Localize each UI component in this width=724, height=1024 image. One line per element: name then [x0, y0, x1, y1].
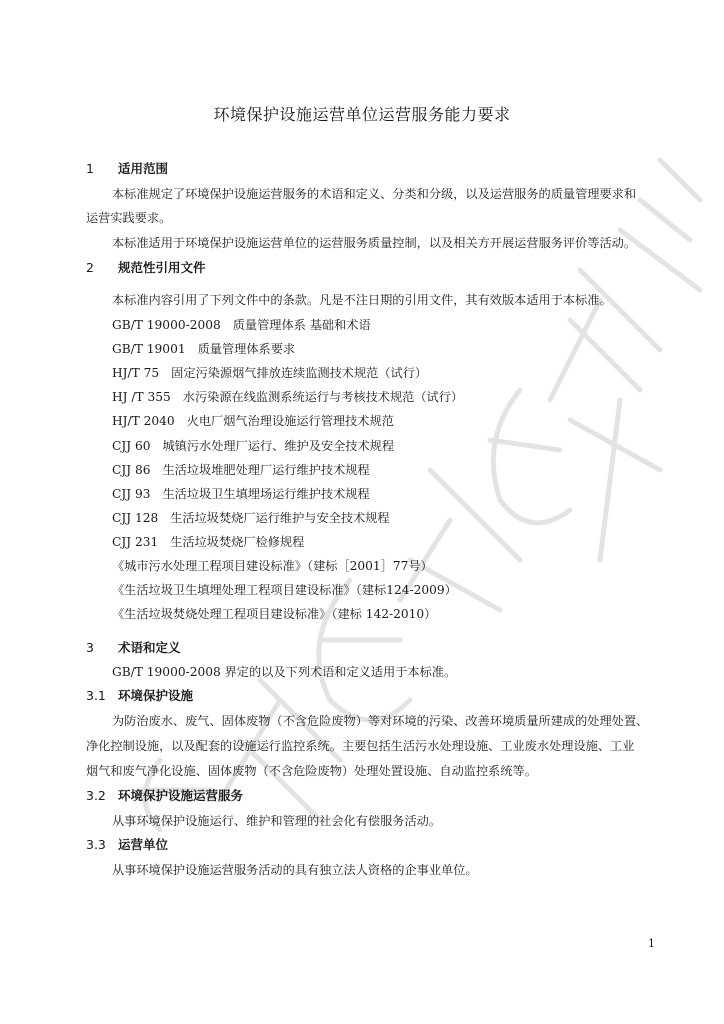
reference-code: GB/T 19000-2008 [112, 318, 221, 332]
section-3-intro: GB/T 19000-2008 界定的以及下列术语和定义适用于本标准。 [112, 665, 457, 679]
subsection-number: 3.3 [86, 837, 106, 852]
section-title: 术语和定义 [118, 640, 181, 655]
subsection-3-3-line-1: 从事环境保护设施运营服务活动的具有独立法人资格的企事业单位。 [112, 863, 478, 877]
reference-item [112, 340, 295, 358]
subsection-3-1-line-2: 净化控制设施，以及配套的设施运行监控系统。主要包括生活污水处理设施、工业废水处理设施、工业 [86, 739, 635, 753]
reference-code: HJ/T 75 [112, 366, 160, 380]
document-title: 环境保护设施运营单位运营服务能力要求 [213, 105, 511, 124]
reference-item [112, 533, 304, 551]
reference-item [112, 509, 390, 527]
reference-code: CJJ 60 [112, 439, 151, 453]
subsection-3-2-heading [86, 787, 243, 805]
reference-title: 生活垃圾焚烧厂检修规程 [170, 535, 305, 549]
subsection-title: 环境保护设施运营服务 [118, 788, 244, 803]
reference-code: GB/T 19001 [112, 342, 186, 356]
reference-item [112, 485, 370, 503]
subsection-3-2-line-1: 从事环境保护设施运行、维护和管理的社会化有偿服务活动。 [112, 814, 442, 828]
reference-title: 火电厂烟气治理设施运行管理技术规范 [186, 414, 394, 428]
reference-code: CJJ 231 [112, 535, 159, 549]
section-number: 1 [86, 161, 94, 176]
reference-item [112, 388, 463, 406]
reference-title: 质量管理体系要求 [197, 342, 296, 356]
section-1-heading [86, 160, 168, 178]
reference-document: 《生活垃圾焚烧处理工程项目建设标准》（建标 142-2010） [112, 607, 437, 621]
section-2-heading [86, 259, 206, 277]
page-number: 1 [648, 937, 655, 950]
reference-title: 生活垃圾堆肥处理厂运行维护技术规程 [162, 463, 370, 477]
subsection-number: 3.1 [86, 688, 106, 703]
section-1-paragraph-2: 本标准适用于环境保护设施运营单位的运营服务质量控制，以及相关方开展运营服务评价等活动。 [112, 236, 637, 250]
section-title: 适用范围 [118, 161, 169, 176]
reference-document: 《生活垃圾卫生填埋处理工程项目建设标准》（建标124-2009） [112, 583, 457, 597]
reference-code: HJ/T 2040 [112, 414, 175, 428]
reference-item [112, 437, 394, 455]
reference-code: CJJ 86 [112, 463, 151, 477]
subsection-number: 3.2 [86, 788, 106, 803]
section-1-paragraph-1-line-2: 运营实践要求。 [86, 211, 172, 225]
reference-document: 《城市污水处理工程项目建设标准》（建标［2001］77号） [112, 559, 433, 573]
reference-title: 质量管理体系 基础和术语 [232, 318, 371, 332]
reference-item [112, 412, 394, 430]
subsection-3-1-heading [86, 687, 193, 705]
reference-item [112, 364, 427, 382]
section-2-intro: 本标准内容引用了下列文件中的条款。凡是不注日期的引用文件，其有效版本适用于本标准。 [112, 293, 612, 307]
reference-item [112, 316, 371, 334]
section-3-heading [86, 639, 181, 657]
reference-title: 城镇污水处理厂运行、维护及安全技术规程 [162, 439, 395, 453]
reference-code: CJJ 93 [112, 487, 151, 501]
section-1-paragraph-1-line-1: 本标准规定了环境保护设施运营服务的术语和定义、分类和分级，以及运营服务的质量管理要求和 [112, 187, 637, 201]
subsection-title: 运营单位 [118, 837, 169, 852]
subsection-3-3-heading [86, 836, 168, 854]
subsection-3-1-line-3: 烟气和废气净化设施、固体废物（不含危险废物）处理处置设施、自动监控系统等。 [86, 764, 537, 778]
section-number: 3 [86, 640, 94, 655]
reference-title: 水污染源在线监测系统运行与考核技术规范（试行） [182, 390, 464, 404]
subsection-3-1-line-1: 为防治废水、废气、固体废物（不含危险废物）等对环境的污染、改善环境质量所建成的处理处置、 [112, 714, 649, 728]
reference-title: 固定污染源烟气排放连续监测技术规范（试行） [171, 366, 428, 380]
reference-item [112, 461, 370, 479]
section-title: 规范性引用文件 [118, 260, 206, 275]
section-number: 2 [86, 260, 94, 275]
reference-code: HJ /T 355 [112, 390, 171, 404]
reference-title: 生活垃圾焚烧厂运行维护与安全技术规程 [170, 511, 390, 525]
subsection-title: 环境保护设施 [118, 688, 194, 703]
reference-title: 生活垃圾卫生填埋场运行维护技术规程 [162, 487, 370, 501]
reference-code: CJJ 128 [112, 511, 159, 525]
